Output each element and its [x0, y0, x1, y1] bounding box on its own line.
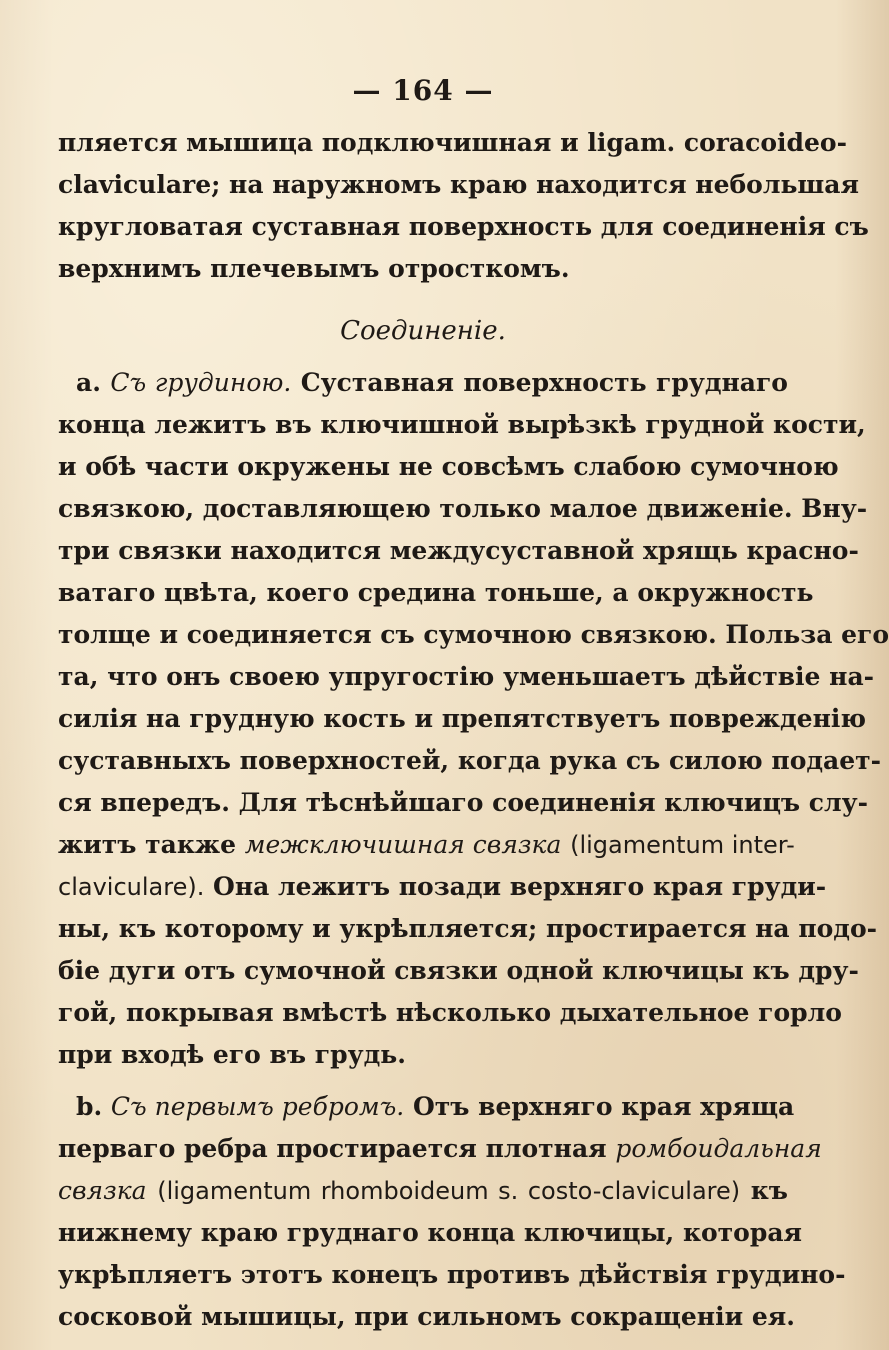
line-text: Отъ верхняго края хряща: [412, 1092, 795, 1121]
italic-term: межключишная связка: [244, 830, 562, 859]
text-line: claviculare; на наружномъ краю находится небольшая: [58, 170, 859, 199]
text-line: связкою, доставляющею только малое движеніе. Вну-: [58, 494, 868, 523]
text-line: кругловатая суставная поверхность для соединенія съ: [58, 212, 869, 241]
text-line: суставныхъ поверхностей, когда рука съ силою подает-: [58, 746, 881, 775]
line-text: перваго ребра простирается плотная: [58, 1134, 607, 1163]
paragraph-first-rib: [58, 1086, 846, 1338]
text-line: укрѣпляетъ этотъ конецъ противъ дѣйствія грудино-: [58, 1260, 846, 1289]
text-line: [58, 1128, 822, 1170]
latin-term: claviculare).: [58, 873, 205, 901]
text-line: при входѣ его въ грудь.: [58, 1040, 406, 1069]
text-line: три связки находится междусуставной хрящь красно-: [58, 536, 859, 565]
italic-term: связка: [58, 1176, 147, 1205]
text-line: сосковой мышицы, при сильномъ сокращеніи ея.: [58, 1302, 795, 1331]
italic-term: ромбоидальная: [615, 1134, 822, 1163]
item-label: a.: [76, 368, 101, 397]
line-text: Она лежитъ позади верхняго края груди-: [213, 872, 827, 901]
text-line: [58, 362, 788, 404]
latin-term: (ligamentum inter-: [570, 831, 795, 859]
section-heading: Соединеніе.: [340, 316, 506, 346]
item-title: Съ первымъ ребромъ.: [110, 1092, 405, 1121]
item-title: Съ грудиною.: [110, 368, 292, 397]
line-text: житъ также: [58, 830, 237, 859]
text-line: и обѣ части окружены не совсѣмъ слабою сумочною: [58, 452, 839, 481]
text-line: толще и соединяется съ сумочною связкою. Польза его: [58, 620, 889, 649]
text-line: верхнимъ плечевымъ отросткомъ.: [58, 254, 570, 283]
text-line: [58, 866, 827, 908]
text-line: пляется мышица подключишная и ligam. coracoideo-: [58, 128, 847, 157]
text-line: ватаго цвѣта, коего средина тоньше, а окружность: [58, 578, 814, 607]
text-line: ны, къ которому и укрѣпляется; простирается на подо-: [58, 914, 878, 943]
text-line: гой, покрывая вмѣстѣ нѣсколько дыхательное горло: [58, 998, 842, 1027]
text-line: конца лежитъ въ ключишной вырѣзкѣ грудной кости,: [58, 410, 866, 439]
line-text: къ: [750, 1176, 788, 1205]
text-line: біе дуги отъ сумочной связки одной ключицы къ дру-: [58, 956, 859, 985]
line-text: Суставная поверхность груднаго: [300, 368, 788, 397]
text-line: [58, 1086, 795, 1128]
item-label: b.: [76, 1092, 103, 1121]
latin-term: (ligamentum rhomboideum s. costo-claviculare): [157, 1177, 741, 1205]
paragraph-continuation: [58, 122, 869, 290]
text-line: [58, 1170, 788, 1212]
text-line: нижнему краю груднаго конца ключицы, которая: [58, 1218, 802, 1247]
page-number: — 164 —: [352, 74, 494, 107]
book-page: [58, 70, 889, 1338]
paragraph-sternum: [58, 362, 889, 1076]
text-line: ся впередъ. Для тѣснѣйшаго соединенія ключицъ слу-: [58, 788, 869, 817]
text-line: та, что онъ своею упругостію уменьшаетъ дѣйствіе на-: [58, 662, 875, 691]
text-line: [58, 824, 795, 866]
text-line: силія на грудную кость и препятствуетъ поврежденію: [58, 704, 867, 733]
